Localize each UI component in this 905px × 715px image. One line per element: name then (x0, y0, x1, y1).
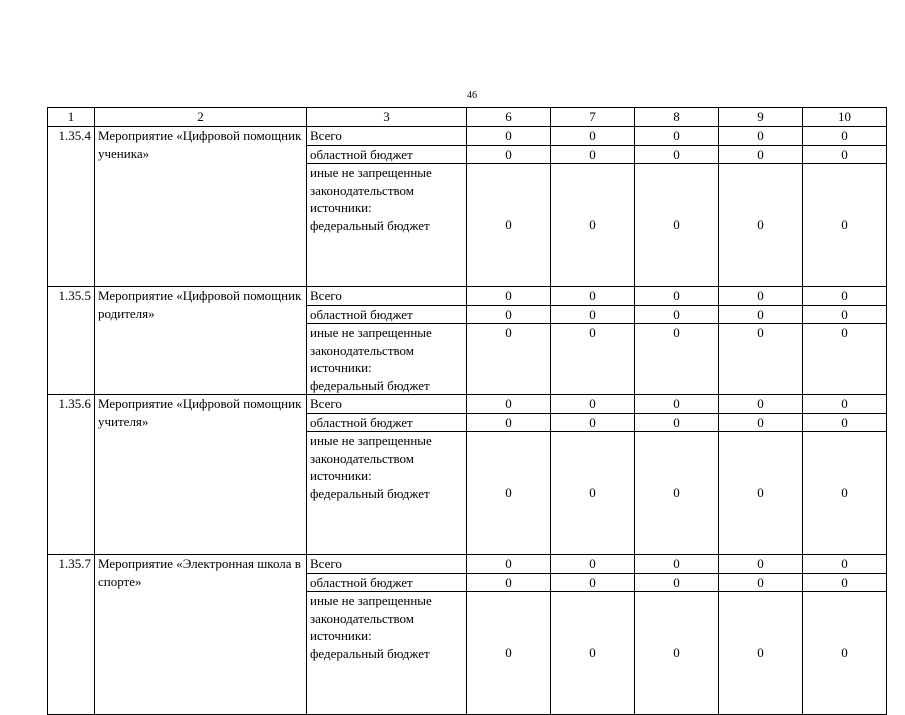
value-cell: 0 (551, 413, 635, 432)
value-cell: 0 (635, 305, 719, 324)
event-code: 1.35.4 (48, 127, 95, 287)
value-cell: 0 (719, 305, 803, 324)
value-text: 0 (673, 485, 680, 500)
source-label: Всего (307, 555, 467, 574)
value-cell: 0 (551, 145, 635, 164)
source-label-line: федеральный бюджет (310, 217, 430, 233)
column-header: 9 (719, 108, 803, 127)
value-cell (803, 164, 887, 287)
source-label-other (307, 432, 467, 555)
source-label-line: источники: (310, 628, 372, 643)
source-label-line: законодательством (310, 182, 415, 198)
event-name: Мероприятие «Электронная школа в спорте» (95, 555, 307, 715)
event-code: 1.35.7 (48, 555, 95, 715)
table-row-total (48, 127, 887, 146)
value-cell: 0 (719, 395, 803, 414)
value-cell (719, 164, 803, 287)
source-label-line: федеральный бюджет (310, 485, 430, 501)
source-label: Всего (307, 395, 467, 414)
value-cell (719, 592, 803, 715)
value-cell: 0 (803, 555, 887, 574)
value-cell: 0 (551, 287, 635, 306)
event-code: 1.35.6 (48, 395, 95, 555)
value-cell (635, 432, 719, 555)
source-label-line: иные не запрещенные (310, 433, 432, 448)
value-cell (467, 432, 551, 555)
value-cell: 0 (719, 555, 803, 574)
source-label: областной бюджет (307, 145, 467, 164)
value-cell: 0 (719, 573, 803, 592)
source-label-line: источники: (310, 200, 372, 215)
event-code: 1.35.5 (48, 287, 95, 395)
value-cell (803, 592, 887, 715)
value-cell: 0 (635, 324, 719, 395)
value-text: 0 (673, 645, 680, 660)
event-name: Мероприятие «Цифровой помощник родителя» (95, 287, 307, 395)
table-row-total (48, 395, 887, 414)
column-header: 3 (307, 108, 467, 127)
value-text: 0 (505, 217, 512, 232)
source-label-line: законодательством (310, 610, 415, 626)
value-cell (467, 592, 551, 715)
value-cell (551, 592, 635, 715)
value-cell: 0 (803, 413, 887, 432)
value-text: 0 (757, 645, 764, 660)
source-label: областной бюджет (307, 305, 467, 324)
source-label: Всего (307, 287, 467, 306)
value-cell (551, 164, 635, 287)
event-name: Мероприятие «Цифровой помощник ученика» (95, 127, 307, 287)
value-cell: 0 (551, 305, 635, 324)
source-label: Всего (307, 127, 467, 146)
value-cell: 0 (803, 305, 887, 324)
value-cell: 0 (467, 287, 551, 306)
table-row-total (48, 555, 887, 574)
column-header: 10 (803, 108, 887, 127)
value-cell: 0 (467, 324, 551, 395)
value-cell: 0 (635, 555, 719, 574)
value-text: 0 (505, 485, 512, 500)
value-cell: 0 (467, 395, 551, 414)
value-text: 0 (757, 485, 764, 500)
value-cell: 0 (467, 305, 551, 324)
value-cell: 0 (551, 127, 635, 146)
value-text: 0 (841, 485, 848, 500)
value-cell: 0 (635, 413, 719, 432)
value-text: 0 (757, 217, 764, 232)
value-cell: 0 (719, 324, 803, 395)
value-cell: 0 (635, 395, 719, 414)
value-cell: 0 (719, 287, 803, 306)
value-text: 0 (673, 217, 680, 232)
source-label-line: источники: (310, 468, 372, 483)
value-cell: 0 (719, 145, 803, 164)
source-label-line: законодательством (310, 342, 415, 358)
column-header: 6 (467, 108, 551, 127)
value-cell: 0 (803, 287, 887, 306)
source-label-line: законодательством (310, 450, 415, 466)
value-cell: 0 (467, 145, 551, 164)
value-text: 0 (589, 645, 596, 660)
value-cell: 0 (551, 395, 635, 414)
event-name: Мероприятие «Цифровой помощник учителя» (95, 395, 307, 555)
source-label-line: иные не запрещенные (310, 593, 432, 608)
value-cell: 0 (803, 127, 887, 146)
value-cell (635, 592, 719, 715)
source-label-line: иные не запрещенные (310, 325, 432, 340)
value-cell (803, 432, 887, 555)
table-row-total (48, 287, 887, 306)
value-cell: 0 (551, 573, 635, 592)
source-label-line: федеральный бюджет (310, 645, 430, 661)
value-cell: 0 (551, 555, 635, 574)
value-cell: 0 (467, 573, 551, 592)
value-cell (467, 164, 551, 287)
source-label: областной бюджет (307, 413, 467, 432)
source-label: областной бюджет (307, 573, 467, 592)
value-cell (551, 432, 635, 555)
value-cell: 0 (803, 395, 887, 414)
value-cell: 0 (719, 413, 803, 432)
column-header: 2 (95, 108, 307, 127)
value-text: 0 (589, 485, 596, 500)
value-cell: 0 (803, 145, 887, 164)
value-cell: 0 (803, 324, 887, 395)
page-number: 46 (467, 90, 477, 101)
column-header: 7 (551, 108, 635, 127)
source-label-line: источники: (310, 360, 372, 375)
source-label-other (307, 324, 467, 395)
budget-table (47, 107, 887, 715)
source-label-line: иные не запрещенные (310, 165, 432, 180)
value-cell: 0 (551, 324, 635, 395)
value-cell: 0 (467, 555, 551, 574)
source-label-other (307, 164, 467, 287)
value-cell (635, 164, 719, 287)
value-text: 0 (505, 645, 512, 660)
value-cell: 0 (635, 127, 719, 146)
value-cell: 0 (467, 413, 551, 432)
value-text: 0 (841, 645, 848, 660)
column-header: 1 (48, 108, 95, 127)
header-row (48, 108, 887, 127)
value-cell: 0 (719, 127, 803, 146)
value-cell: 0 (635, 573, 719, 592)
value-text: 0 (841, 217, 848, 232)
value-cell: 0 (635, 287, 719, 306)
value-text: 0 (589, 217, 596, 232)
value-cell: 0 (467, 127, 551, 146)
source-label-other (307, 592, 467, 715)
column-header: 8 (635, 108, 719, 127)
value-cell (719, 432, 803, 555)
source-label-line: федеральный бюджет (310, 377, 430, 393)
value-cell: 0 (803, 573, 887, 592)
value-cell: 0 (635, 145, 719, 164)
